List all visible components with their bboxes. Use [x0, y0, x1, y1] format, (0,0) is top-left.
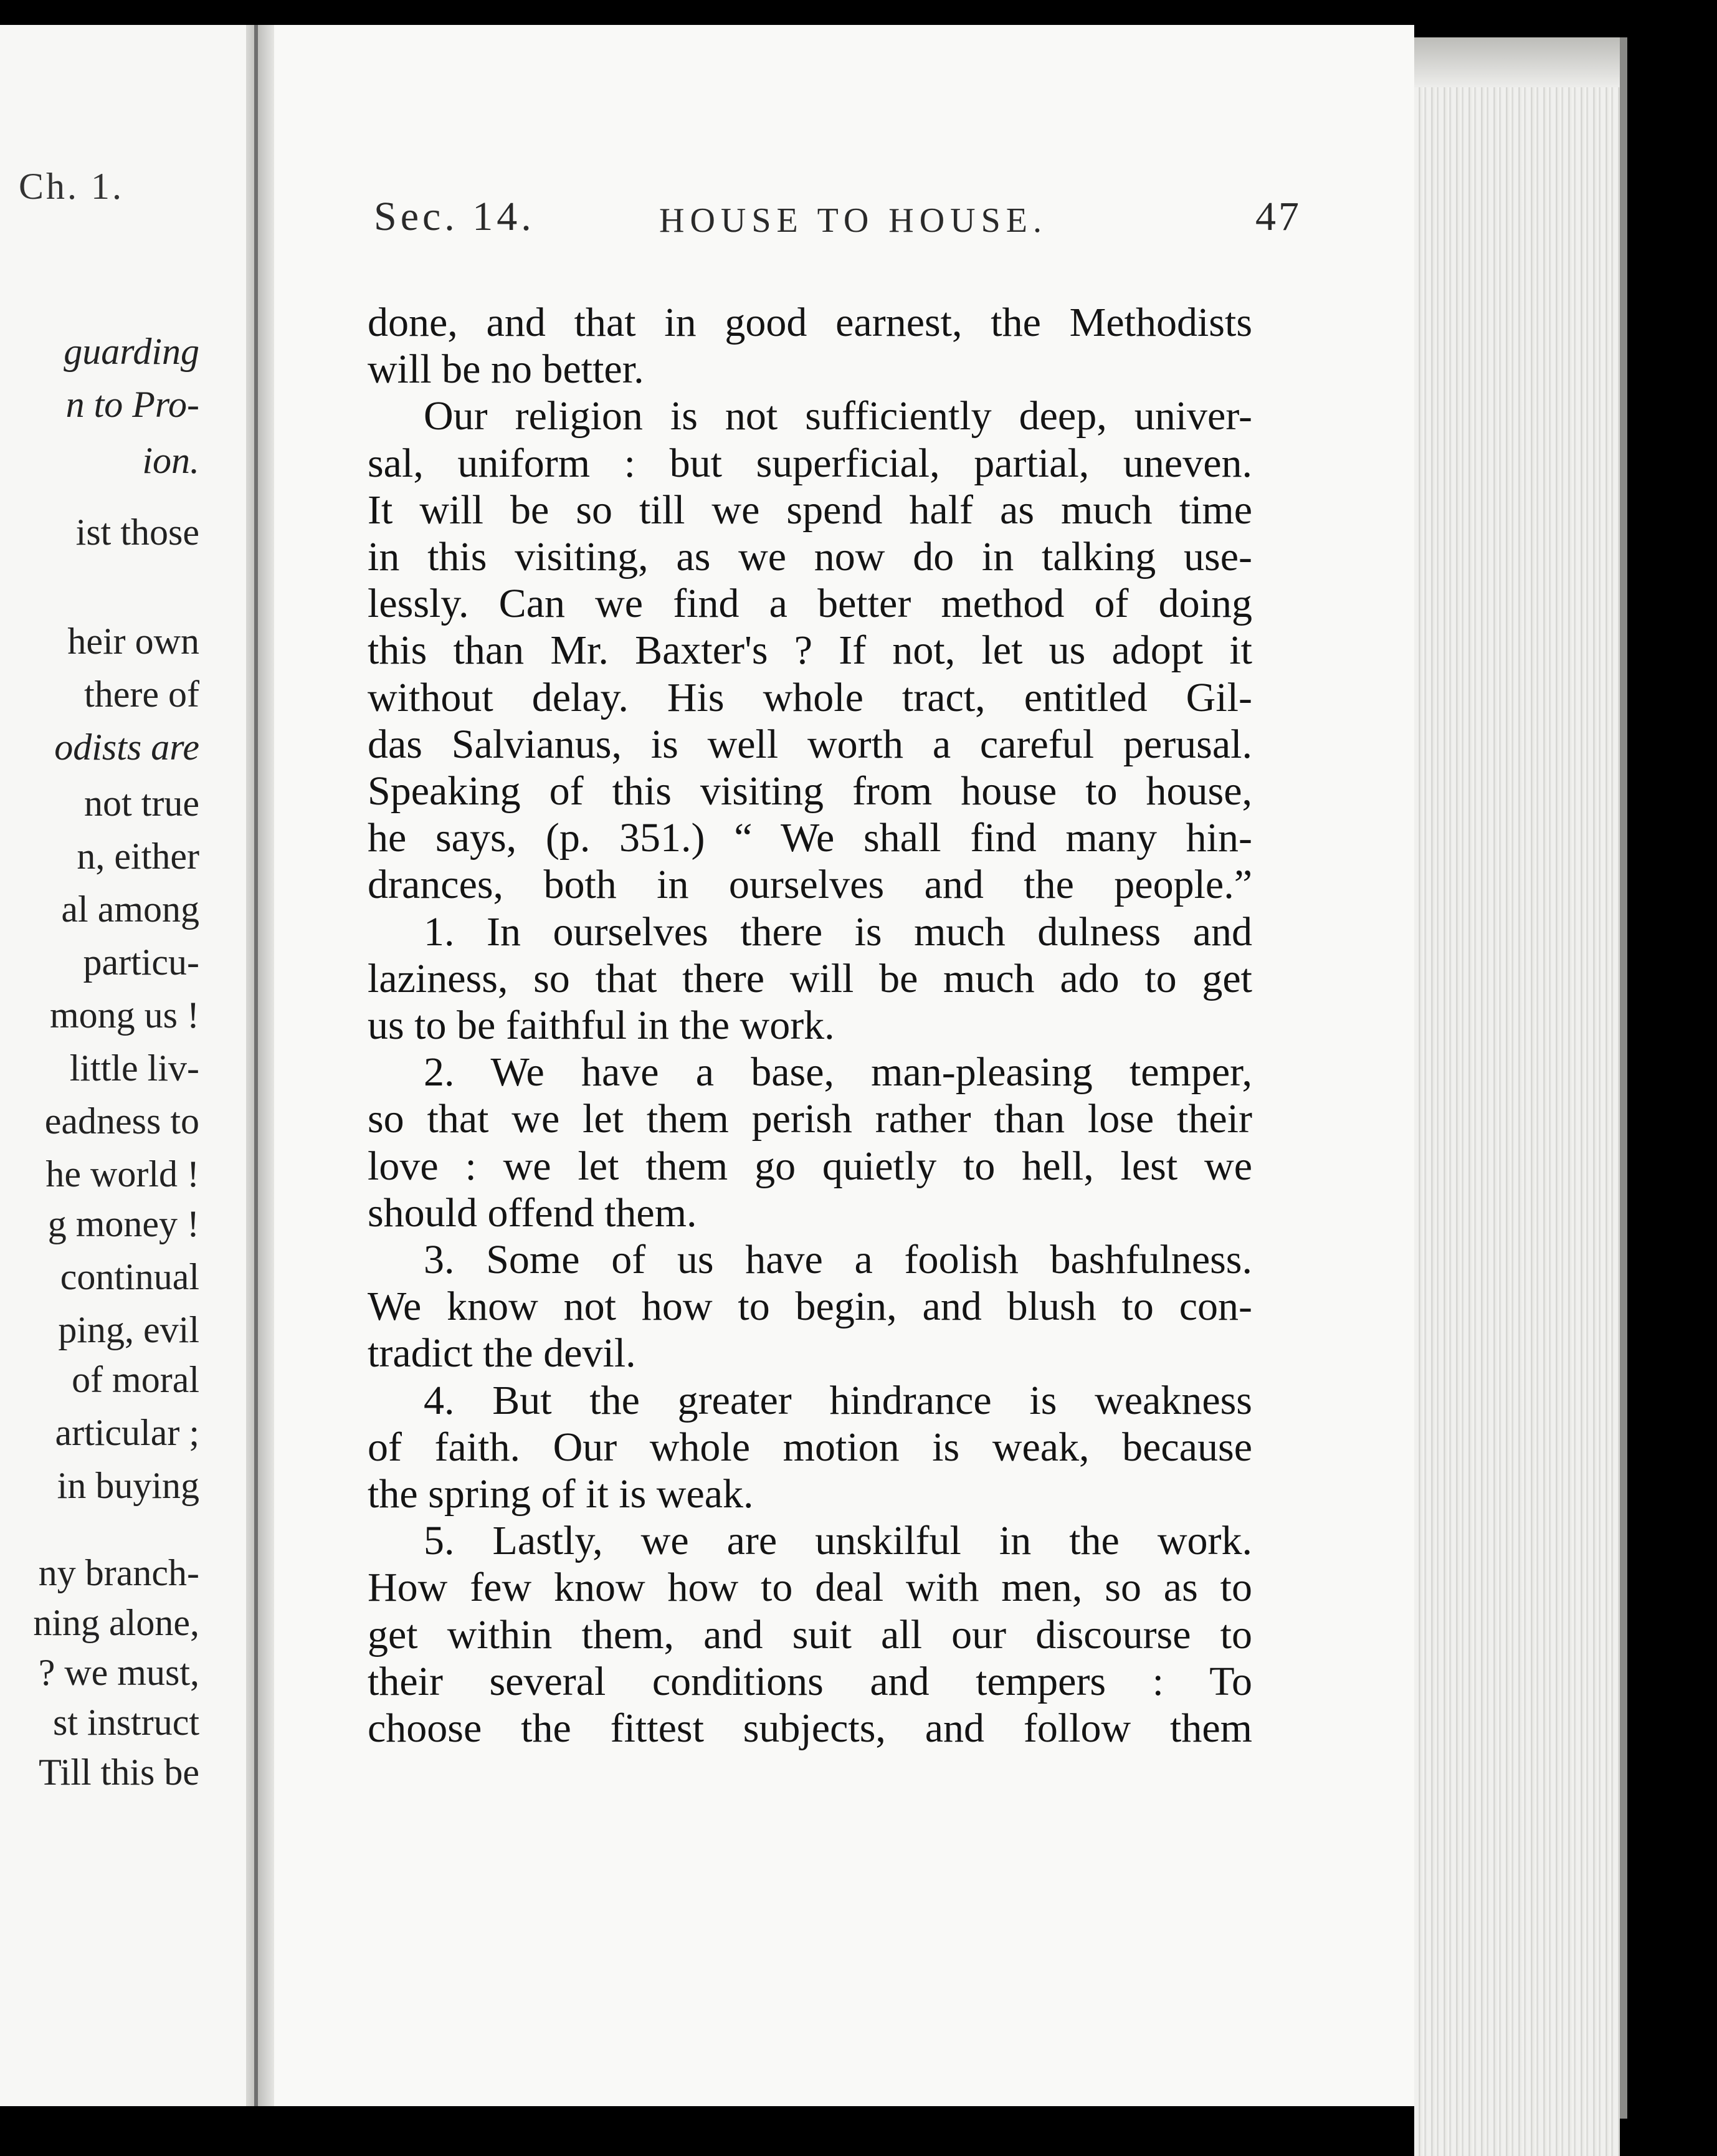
- left-page-line: eadness to: [44, 1100, 199, 1142]
- book-cover-edge: [1620, 37, 1627, 2119]
- right-page: [274, 25, 1414, 2106]
- left-page-line: ping, evil: [58, 1309, 199, 1350]
- left-page-line: st instruct: [53, 1702, 199, 1743]
- body-text-line: 2. We have a base, man-pleasing temper,: [424, 1049, 1252, 1095]
- left-page-line: ny branch-: [38, 1552, 199, 1593]
- body-text-line: get within them, and suit all our discourse to: [368, 1612, 1252, 1658]
- left-page: [0, 25, 246, 2106]
- body-text-line: of faith. Our whole motion is weak, because: [368, 1424, 1252, 1470]
- body-text-line: in this visiting, as we now do in talking use-: [368, 534, 1252, 580]
- gutter-fold-line: [254, 25, 258, 2106]
- body-text-line: Our religion is not sufficiently deep, univer-: [424, 393, 1252, 439]
- body-text-line: How few know how to deal with men, so as to: [368, 1565, 1252, 1610]
- body-text-line: will be no better.: [368, 346, 644, 392]
- left-page-line: continual: [60, 1256, 199, 1297]
- body-text-line: so that we let them perish rather than lose their: [368, 1096, 1252, 1142]
- body-text-line: this than Mr. Baxter's ? If not, let us adopt it: [368, 627, 1252, 673]
- body-text-line: 5. Lastly, we are unskilful in the work.: [424, 1518, 1252, 1563]
- left-page-line: Till this be: [39, 1752, 199, 1793]
- body-text-line: should offend them.: [368, 1190, 697, 1236]
- body-text-line: 4. But the greater hindrance is weakness: [424, 1378, 1252, 1423]
- left-page-line: there of: [84, 674, 199, 715]
- left-page-line: mong us !: [50, 995, 199, 1036]
- body-text-line: Speaking of this visiting from house to house,: [368, 768, 1252, 814]
- body-text-line: us to be faithful in the work.: [368, 1003, 835, 1048]
- section-label: Sec. 14.: [374, 194, 535, 239]
- body-text-line: their several conditions and tempers : To: [368, 1659, 1252, 1704]
- left-page-line: articular ;: [55, 1412, 199, 1453]
- left-page-line: he world !: [45, 1153, 199, 1195]
- left-page-line: ning alone,: [33, 1602, 199, 1643]
- body-text-line: he says, (p. 351.) “ We shall find many hin-: [368, 815, 1252, 861]
- body-text-line: It will be so till we spend half as much time: [368, 487, 1252, 533]
- left-page-line: in buying: [57, 1465, 199, 1506]
- left-page-line: guarding: [64, 331, 199, 372]
- left-page-header: Ch. 1.: [19, 166, 125, 207]
- body-text-line: done, and that in good earnest, the Methodists: [368, 300, 1252, 345]
- left-page-line: of moral: [72, 1359, 199, 1400]
- left-page-line: ion.: [142, 440, 199, 481]
- body-text-line: the spring of it is weak.: [368, 1471, 754, 1517]
- body-text-line: lessly. Can we find a better method of doing: [368, 581, 1252, 626]
- body-text-line: 1. In ourselves there is much dulness and: [424, 909, 1252, 955]
- body-text-line: choose the fittest subjects, and follow them: [368, 1705, 1252, 1751]
- left-page-line: n, either: [77, 836, 199, 877]
- left-page-line: ist those: [75, 512, 199, 553]
- page-edges-top: [1414, 37, 1620, 87]
- body-text-line: We know not how to begin, and blush to con-: [368, 1284, 1252, 1329]
- body-text-line: das Salvianus, is well worth a careful perusal.: [368, 722, 1252, 767]
- left-page-line: g money !: [47, 1203, 199, 1244]
- page-number: 47: [1255, 194, 1301, 239]
- body-text-line: tradict the devil.: [368, 1330, 636, 1376]
- body-text-line: sal, uniform : but superficial, partial, uneven.: [368, 441, 1252, 486]
- left-page-line: little liv-: [69, 1047, 199, 1089]
- running-title: HOUSE TO HOUSE.: [659, 201, 1047, 240]
- body-text-line: 3. Some of us have a foolish bashfulness.: [424, 1237, 1252, 1282]
- left-page-line: odists are: [54, 727, 199, 768]
- body-text-line: drances, both in ourselves and the people.”: [368, 862, 1252, 907]
- left-page-line: not true: [84, 783, 199, 824]
- left-page-line: particu-: [83, 942, 199, 983]
- left-page-line: heir own: [67, 621, 199, 662]
- body-text-line: love : we let them go quietly to hell, lest we: [368, 1143, 1252, 1189]
- book-gutter: [246, 25, 274, 2106]
- body-text-line: without delay. His whole tract, entitled Gil-: [368, 675, 1252, 720]
- body-text-line: laziness, so that there will be much ado to get: [368, 956, 1252, 1001]
- left-page-line: al among: [61, 889, 199, 930]
- left-page-line: n to Pro-: [65, 384, 199, 425]
- page-edges: [1414, 37, 1620, 2156]
- left-page-line: ? we must,: [38, 1652, 199, 1693]
